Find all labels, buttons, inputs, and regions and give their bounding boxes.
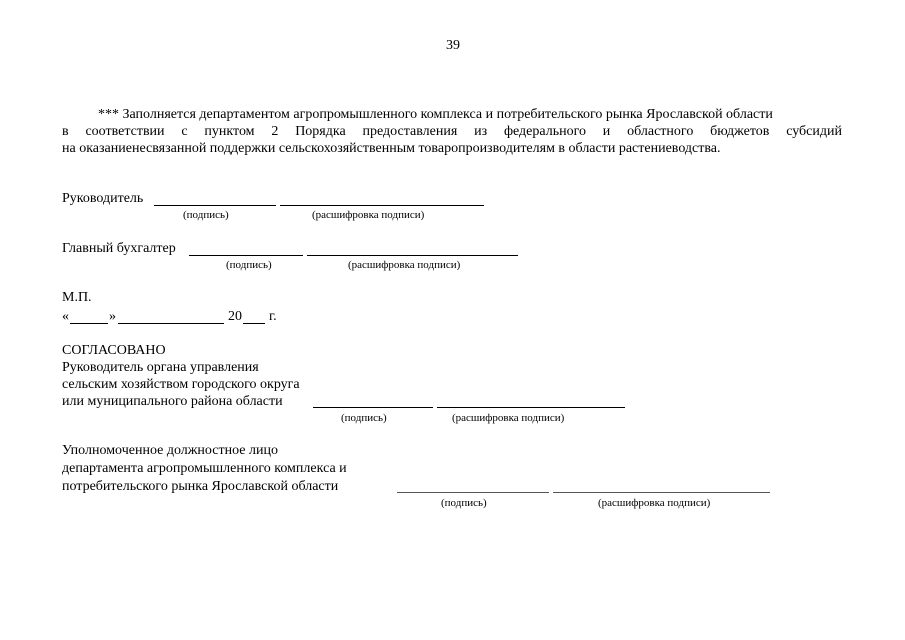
agreed-signature-line[interactable] — [313, 407, 433, 408]
date-open-quote: « — [62, 309, 69, 324]
accountant-decryption-line[interactable] — [307, 255, 518, 256]
agreed-line-3: или муниципального района области — [62, 394, 283, 409]
date-close-quote: » — [109, 309, 116, 324]
stamp-label: М.П. — [62, 290, 92, 305]
accountant-signature-line[interactable] — [189, 255, 303, 256]
footnote-line-2: в соответствии с пунктом 2 Порядка предоставления из федерального и областного бюджетов субсидий — [62, 124, 842, 139]
head-signature-caption: (подпись) — [183, 209, 229, 221]
footnote-line-3: на оказаниенесвязанной поддержки сельскохозяйственным товаропроизводителям в области растениеводства. — [62, 141, 721, 156]
head-signature-line[interactable] — [154, 205, 276, 206]
accountant-label: Главный бухгалтер — [62, 241, 176, 256]
official-signature-caption: (подпись) — [441, 497, 487, 509]
agreed-line-2: сельским хозяйством городского округа — [62, 377, 300, 392]
head-decryption-line[interactable] — [280, 205, 484, 206]
agreed-title: СОГЛАСОВАНО — [62, 343, 166, 358]
agreed-decryption-caption: (расшифровка подписи) — [452, 412, 565, 424]
agreed-signature-caption: (подпись) — [341, 412, 387, 424]
official-signature-line[interactable] — [397, 492, 549, 493]
agreed-line-1: Руководитель органа управления — [62, 360, 259, 375]
accountant-decryption-caption: (расшифровка подписи) — [348, 259, 461, 271]
official-line-3: потребительского рынка Ярославской области — [62, 479, 339, 494]
official-decryption-line[interactable] — [553, 492, 770, 493]
date-year-prefix: 20 — [228, 309, 242, 324]
official-line-2: департамента агропромышленного комплекса и — [62, 461, 347, 476]
page-number: 39 — [446, 38, 460, 53]
official-line-1: Уполномоченное должностное лицо — [62, 443, 278, 458]
agreed-decryption-line[interactable] — [437, 407, 625, 408]
head-label: Руководитель — [62, 191, 144, 206]
date-year-line[interactable] — [243, 323, 265, 324]
date-year-suffix: г. — [269, 309, 277, 324]
head-decryption-caption: (расшифровка подписи) — [312, 209, 425, 221]
accountant-signature-caption: (подпись) — [226, 259, 272, 271]
official-decryption-caption: (расшифровка подписи) — [598, 497, 711, 509]
date-day-line[interactable] — [70, 323, 108, 324]
footnote-line-1: *** Заполняется департаментом агропромышленного комплекса и потребительского рынка Ярославской области — [98, 107, 773, 122]
date-month-line[interactable] — [118, 323, 224, 324]
